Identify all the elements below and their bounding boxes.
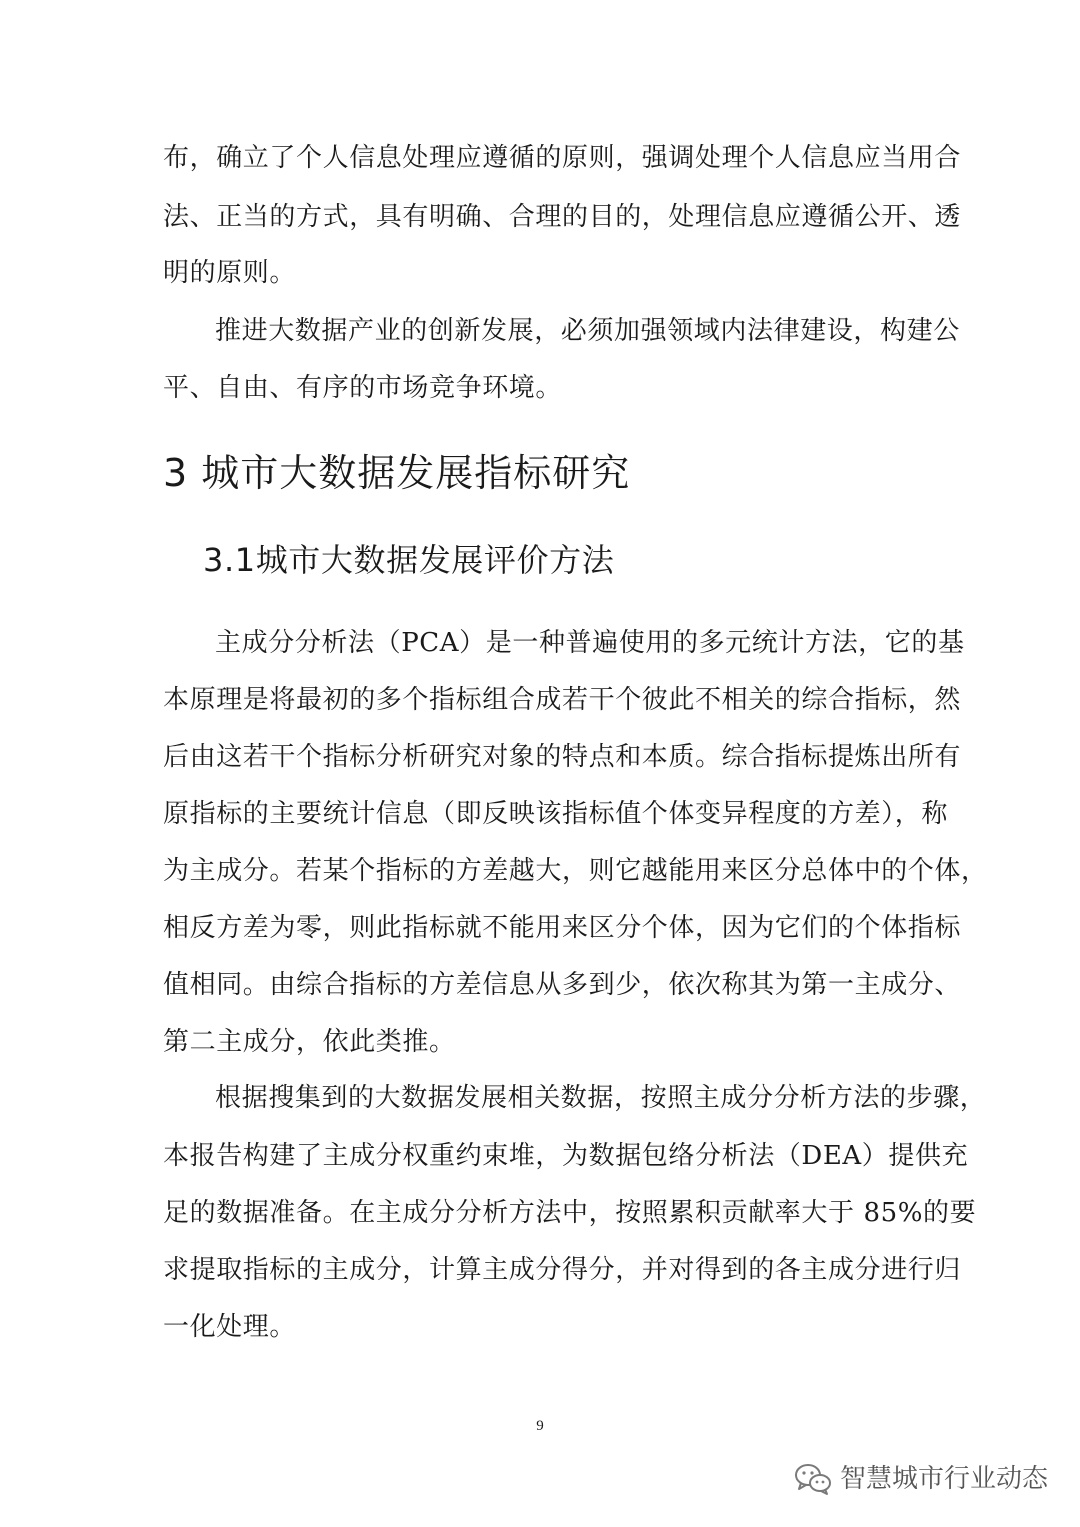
paragraph-1-line-2: 法、正当的方式，具有明确、合理的目的，处理信息应遵循公开、透 (163, 202, 962, 232)
paragraph-2-line-1: 推进大数据产业的创新发展，必须加强领域内法律建设，构建公 (215, 316, 960, 346)
paragraph-3-line-4: 原指标的主要统计信息（即反映该指标值个体变异程度的方差），称 (163, 799, 949, 829)
paragraph-4-line-3: 足的数据准备。在主成分分析方法中，按照累积贡献率大于 85%的要 (163, 1198, 977, 1228)
paragraph-3-line-6: 相反方差为零，则此指标就不能用来区分个体，因为它们的个体指标 (163, 913, 962, 943)
paragraph-4-line-5: 一化处理。 (163, 1312, 297, 1342)
paragraph-3-line-5: 为主成分。若某个指标的方差越大，则它越能用来区分总体中的个体， (163, 856, 988, 886)
paragraph-3-line-3: 后由这若干个指标分析研究对象的特点和本质。综合指标提炼出所有 (163, 742, 962, 772)
paragraph-3-line-1: 主成分分析法（PCA）是一种普遍使用的多元统计方法，它的基 (215, 628, 965, 658)
paragraph-1-line-1: 布，确立了个人信息处理应遵循的原则，强调处理个人信息应当用合 (163, 143, 962, 173)
paragraph-2-line-2: 平、自由、有序的市场竞争环境。 (163, 373, 563, 403)
watermark (794, 1462, 1048, 1496)
paragraph-3-line-7: 值相同。由综合指标的方差信息从多到少，依次称其为第一主成分、 (163, 970, 962, 1000)
page-number: 9 (536, 1418, 544, 1434)
paragraph-4-line-1: 根据搜集到的大数据发展相关数据，按照主成分分析方法的步骤， (215, 1083, 987, 1113)
section-heading: 3 城市大数据发展指标研究 (163, 451, 631, 495)
watermark-text: 智慧城市行业动态 (839, 1464, 1048, 1494)
paragraph-3-line-2: 本原理是将最初的多个指标组合成若干个彼此不相关的综合指标，然 (163, 685, 962, 715)
paragraph-4-line-4: 求提取指标的主成分，计算主成分得分，并对得到的各主成分进行归 (163, 1255, 962, 1285)
subsection-heading: 3.1城市大数据发展评价方法 (203, 541, 615, 579)
wechat-icon (794, 1462, 832, 1496)
paragraph-1-line-3: 明的原则。 (163, 258, 297, 288)
paragraph-4-line-2: 本报告构建了主成分权重约束堆，为数据包络分析法（DEA）提供充 (163, 1141, 969, 1171)
paragraph-3-line-8: 第二主成分，依此类推。 (163, 1027, 456, 1057)
